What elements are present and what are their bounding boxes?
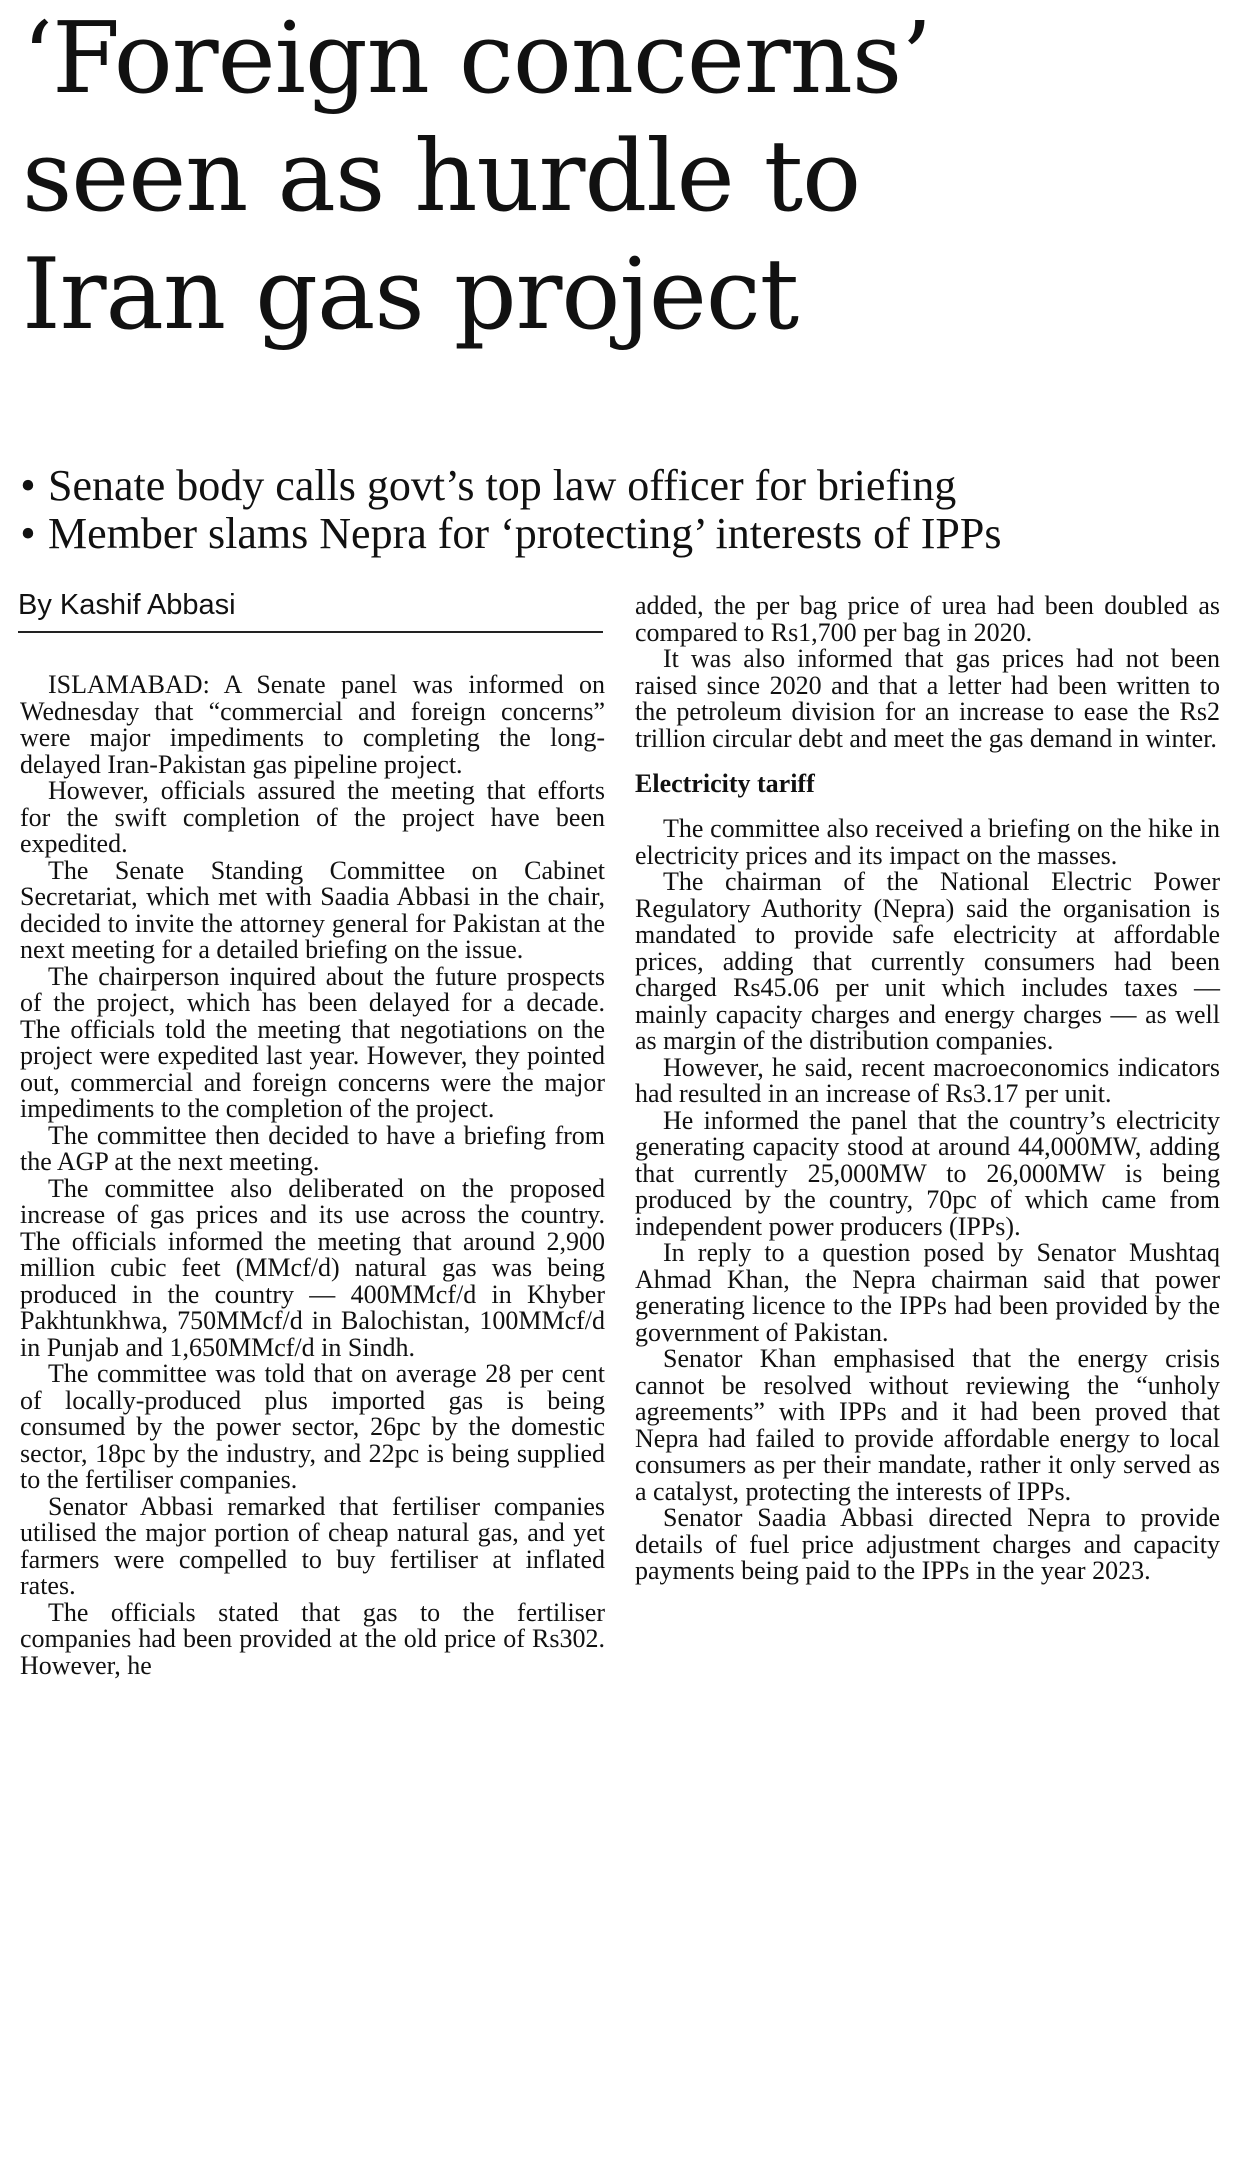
section-subhead: Electricity tariff — [635, 769, 815, 798]
story-highlights — [8, 462, 1228, 558]
article-paragraph: The chairman of the National Electric Power Regulatory Authority (Nepra) said the organisation is mandated to provide safe electricity at affordable prices, adding that currently consumers had been charged Rs45.06 per unit which includes taxes — mainly capacity charges and energy charges — as well as margin of the distribution companies. — [635, 867, 1220, 1055]
highlight-item — [8, 462, 1228, 510]
highlight-text: Senate body calls govt’s top law officer for briefing — [48, 461, 957, 510]
article-paragraph: Senator Khan emphasised that the energy crisis cannot be resolved without reviewing the “unholy agreements” with IPPs and it had been proved that Nepra had failed to provide affordable energy to local consumers as per their mandate, rather it only served as a catalyst, protecting the interests of IPPs. — [635, 1344, 1220, 1506]
article-paragraph: He informed the panel that the country’s electricity generating capacity stood at around 44,000MW, adding that currently 25,000MW to 26,000MW is being produced by the country, 70pc of which came from independent power producers (IPPs). — [635, 1105, 1220, 1241]
article-paragraph: Senator Saadia Abbasi directed Nepra to provide details of fuel price adjustment charges and capacity payments being paid to the IPPs in the year 2023. — [635, 1503, 1220, 1585]
article-paragraph: The committee also deliberated on the proposed increase of gas prices and its use across the country. The officials informed the meeting that around 2,900 million cubic feet (MMcf/d) natural gas was being produced in the country — 400MMcf/d in Khyber Pakhtunkhwa, 750MMcf/d in Balochistan, 100MMcf/d in Punjab and 1,650MMcf/d in Sindh. — [20, 1173, 605, 1362]
article-paragraph: However, he said, recent macroeconomics indicators had resulted in an increase of Rs3.17 per unit. — [635, 1052, 1220, 1108]
byline: By Kashif Abbasi — [18, 585, 603, 633]
bullet-icon: • — [20, 509, 36, 558]
article-paragraph: The Senate Standing Committee on Cabinet Secretariat, which met with Saadia Abbasi in the chair, decided to invite the attorney general for Pakistan at the next meeting for a detailed briefing on the issue. — [20, 855, 605, 964]
article-paragraph: Senator Abbasi remarked that fertiliser companies utilised the major portion of cheap natural gas, and yet farmers were compelled to buy fertiliser at inflated rates. — [20, 1491, 605, 1600]
article-column-right — [635, 593, 1220, 1585]
headline — [22, 0, 1222, 354]
headline-line-1: ‘Foreign concerns’ — [22, 2, 932, 116]
article-paragraph: The committee also received a briefing on the hike in electricity prices and its impact on the masses. — [635, 814, 1220, 870]
highlight-item — [8, 510, 1228, 558]
highlight-text: Member slams Nepra for ‘protecting’ interests of IPPs — [48, 509, 1002, 558]
headline-line-2: seen as hurdle to — [22, 120, 861, 234]
article-paragraph: The officials stated that gas to the fertiliser companies had been provided at the old price of Rs302. However, he — [20, 1597, 605, 1680]
article-paragraph: The chairperson inquired about the future prospects of the project, which has been delayed for a decade. The officials told the meeting that negotiations on the project were expedited last year. However, they pointed out, commercial and foreign concerns were the major impediments to the completion of the project. — [20, 961, 605, 1123]
headline-line-3: Iran gas project — [22, 238, 799, 352]
article-paragraph: The committee was told that on average 28 per cent of locally-produced plus imported gas is being consumed by the power sector, 26pc by the domestic sector, 18pc by the industry, and 22pc is being supplied to the fertiliser companies. — [20, 1359, 605, 1494]
article-paragraph: ISLAMABAD: A Senate panel was informed on Wednesday that “commercial and foreign concerns” were major impediments to completing the long-delayed Iran-Pakistan gas pipeline project. — [20, 670, 605, 779]
article-paragraph: In reply to a question posed by Senator Mushtaq Ahmad Khan, the Nepra chairman said that power generating licence to the IPPs had been provided by the government of Pakistan. — [635, 1238, 1220, 1347]
article-paragraph: It was also informed that gas prices had not been raised since 2020 and that a letter had been written to the petroleum division for an increase to ease the Rs2 trillion circular debt and meet the gas demand in winter. — [635, 644, 1220, 753]
article-column-left — [20, 672, 605, 1679]
article-paragraph: The committee then decided to have a briefing from the AGP at the next meeting. — [20, 1120, 605, 1176]
bullet-icon: • — [20, 461, 36, 510]
article-paragraph: added, the per bag price of urea had been doubled as compared to Rs1,700 per bag in 2020. — [635, 591, 1220, 647]
article-paragraph: However, officials assured the meeting that efforts for the swift completion of the project have been expedited. — [20, 776, 605, 858]
